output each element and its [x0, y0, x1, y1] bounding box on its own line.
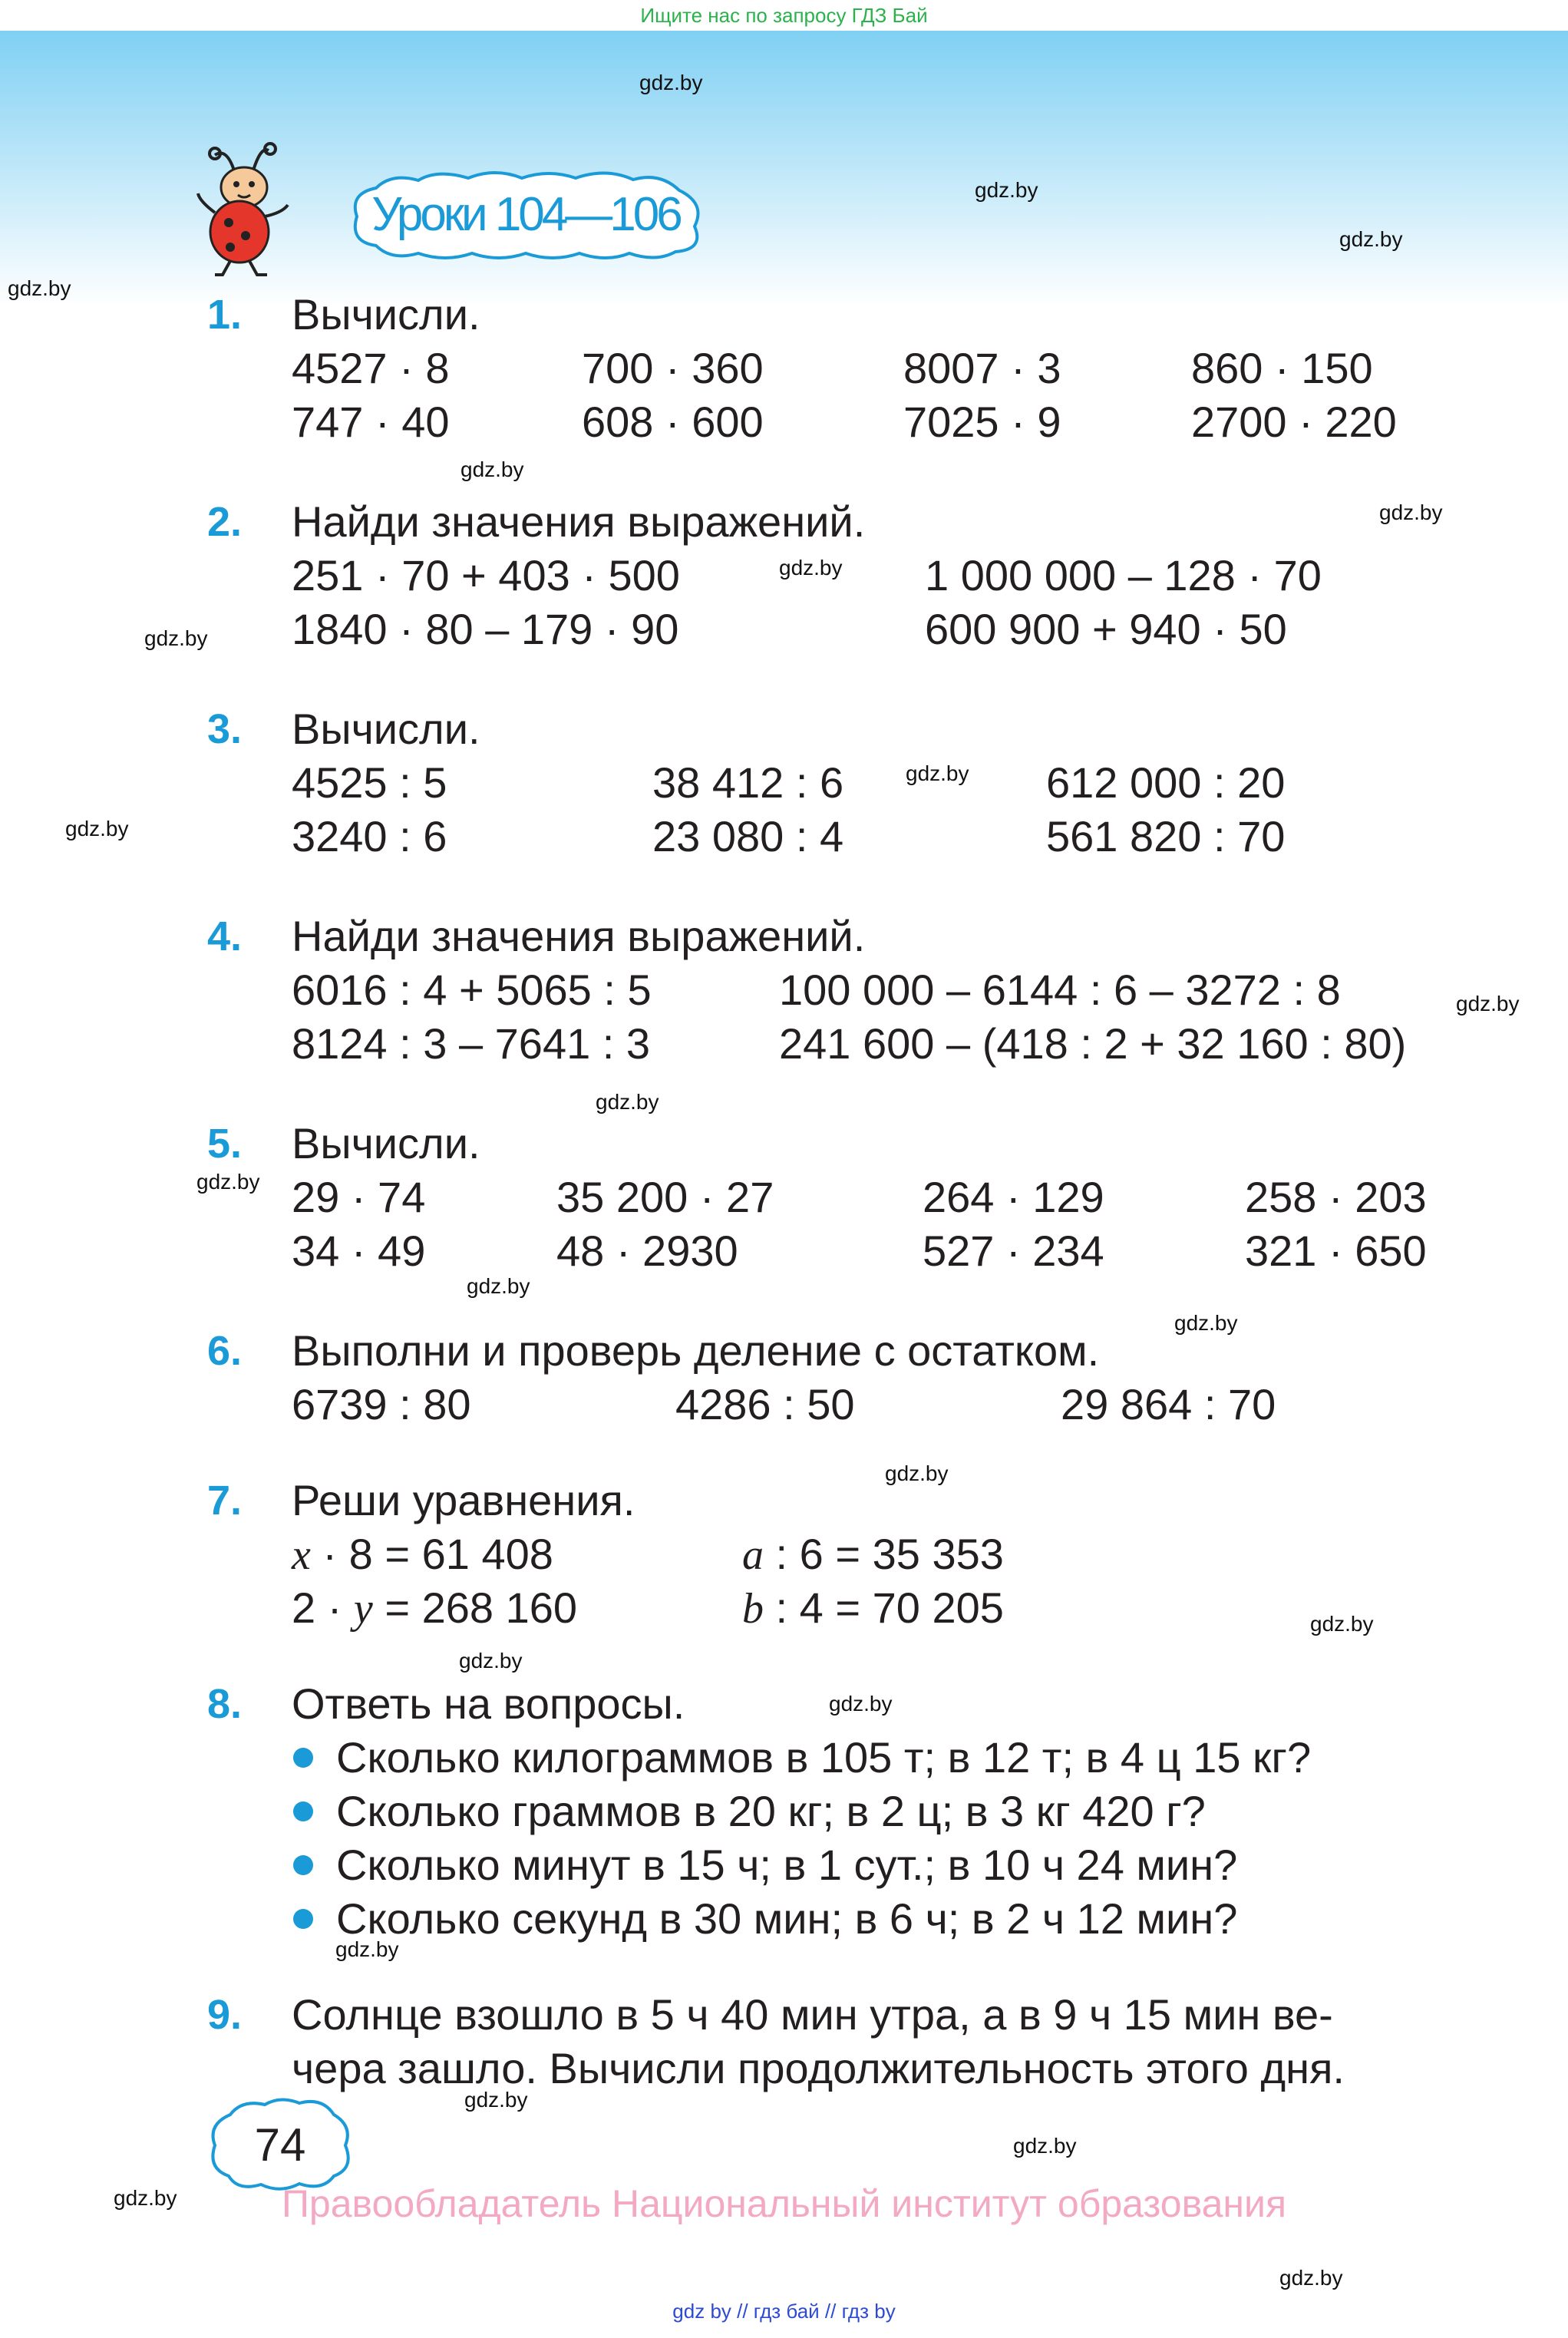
task-number: 9.	[207, 1992, 243, 2038]
expression: 100 000 – 6144 : 6 – 3272 : 8	[779, 966, 1341, 1014]
watermark: gdz.by	[467, 1274, 530, 1298]
task-number: 6.	[207, 1328, 243, 1374]
expression: 321 · 650	[1245, 1227, 1427, 1275]
task-number: 7.	[207, 1478, 243, 1524]
expression: 6739 : 80	[292, 1380, 471, 1428]
watermark: gdz.by	[65, 817, 129, 840]
task-title: Найди значения выражений.	[292, 912, 866, 960]
watermark: gdz.by	[1456, 992, 1520, 1015]
watermark: gdz.by	[639, 71, 703, 94]
watermark: gdz.by	[8, 276, 71, 300]
equation: b : 4 = 70 205	[742, 1583, 1004, 1633]
task-text-line: Солнце взошло в 5 ч 40 мин утра, а в 9 ч 15 мин ве-	[292, 1990, 1333, 2039]
equation: x · 8 = 61 408	[292, 1530, 553, 1579]
watermark: gdz.by	[460, 457, 524, 481]
watermark: gdz.by	[596, 1090, 659, 1114]
expression: 561 820 : 70	[1046, 812, 1286, 860]
bullet-icon	[293, 1855, 313, 1875]
task-number: 2.	[207, 499, 243, 545]
watermark: gdz.by	[906, 761, 969, 785]
watermark: gdz.by	[1339, 227, 1403, 251]
watermark: gdz.by	[975, 178, 1038, 202]
watermark: gdz.by	[196, 1170, 260, 1194]
task-title: Вычисли.	[292, 290, 480, 338]
task-number: 1.	[207, 292, 243, 338]
expression: 251 · 70 + 403 · 500	[292, 551, 680, 599]
watermark: gdz.by	[144, 626, 208, 650]
expression: 35 200 · 27	[556, 1173, 774, 1221]
watermark: gdz.by	[1379, 500, 1443, 524]
watermark: gdz.by	[829, 1692, 893, 1716]
task-number: 8.	[207, 1681, 243, 1727]
expression: 48 · 2930	[556, 1227, 738, 1275]
expression: 747 · 40	[292, 398, 450, 446]
watermark: gdz.by	[1279, 2266, 1343, 2290]
watermark: gdz.by	[1013, 2134, 1077, 2158]
bottom-banner[interactable]: gdz by // гдз бай // гдз by	[672, 2300, 896, 2323]
task-title: Найди значения выражений.	[292, 497, 866, 546]
expression: 34 · 49	[292, 1227, 426, 1275]
expression: 2700 · 220	[1191, 398, 1397, 446]
expression: 8124 : 3 – 7641 : 3	[292, 1019, 651, 1068]
equation: a : 6 = 35 353	[742, 1530, 1004, 1579]
watermark: gdz.by	[1310, 1612, 1374, 1636]
watermark: gdz.by	[114, 2186, 177, 2210]
task-title: Вычисли.	[292, 705, 480, 753]
bullet-icon	[293, 1748, 313, 1768]
expression: 4286 : 50	[675, 1380, 855, 1428]
task-number: 3.	[207, 706, 243, 752]
expression: 29 · 74	[292, 1173, 426, 1221]
watermark: gdz.by	[779, 556, 843, 580]
question: Сколько минут в 15 ч; в 1 сут.; в 10 ч 24 мин?	[336, 1841, 1238, 1889]
expression: 6016 : 4 + 5065 : 5	[292, 966, 652, 1014]
task-number: 4.	[207, 913, 243, 959]
lesson-title: Уроки 104—106	[371, 188, 680, 241]
task-text-line: чера зашло. Вычисли продолжительность этого дня.	[292, 2044, 1345, 2092]
expression: 608 · 600	[582, 398, 764, 446]
task-title: Вычисли.	[292, 1119, 480, 1167]
expression: 527 · 234	[923, 1227, 1104, 1275]
watermark: gdz.by	[335, 1937, 399, 1961]
expression: 3240 : 6	[292, 812, 447, 860]
expression: 38 412 : 6	[652, 758, 844, 807]
expression: 258 · 203	[1245, 1173, 1427, 1221]
bullet-icon	[293, 1909, 313, 1929]
expression: 1 000 000 – 128 · 70	[925, 551, 1322, 599]
watermark: gdz.by	[464, 2088, 528, 2112]
watermark: gdz.by	[1174, 1311, 1238, 1335]
expression: 23 080 : 4	[652, 812, 844, 860]
top-banner[interactable]: Ищите нас по запросу ГДЗ Бай	[0, 0, 1568, 31]
expression: 264 · 129	[923, 1173, 1104, 1221]
task-title: Ответь на вопросы.	[292, 1679, 685, 1728]
ladybug-icon	[192, 140, 299, 278]
expression: 700 · 360	[582, 344, 764, 392]
expression: 612 000 : 20	[1046, 758, 1286, 807]
question: Сколько килограммов в 105 т; в 12 т; в 4 ц 15 кг?	[336, 1733, 1312, 1782]
expression: 29 864 : 70	[1061, 1380, 1276, 1428]
watermark: gdz.by	[459, 1649, 523, 1673]
task-number: 5.	[207, 1121, 243, 1167]
task-title: Выполни и проверь деление с остатком.	[292, 1326, 1100, 1375]
expression: 600 900 + 940 · 50	[925, 605, 1287, 653]
expression: 4527 · 8	[292, 344, 450, 392]
question: Сколько граммов в 20 кг; в 2 ц; в 3 кг 420 г?	[336, 1787, 1206, 1835]
expression: 241 600 – (418 : 2 + 32 160 : 80)	[779, 1019, 1407, 1068]
question: Сколько секунд в 30 мин; в 6 ч; в 2 ч 12 мин?	[336, 1894, 1238, 1943]
copyright-notice: Правообладатель Национальный институт образования	[281, 2182, 1287, 2225]
bullet-icon	[293, 1801, 313, 1821]
watermark: gdz.by	[885, 1461, 949, 1485]
lesson-title-badge	[345, 169, 706, 261]
expression: 860 · 150	[1191, 344, 1373, 392]
page-number: 74	[254, 2119, 306, 2171]
task-title: Реши уравнения.	[292, 1476, 635, 1524]
equation: 2 · y = 268 160	[292, 1583, 578, 1633]
expression: 1840 · 80 – 179 · 90	[292, 605, 679, 653]
expression: 4525 : 5	[292, 758, 447, 807]
expression: 7025 · 9	[903, 398, 1061, 446]
expression: 8007 · 3	[903, 344, 1061, 392]
